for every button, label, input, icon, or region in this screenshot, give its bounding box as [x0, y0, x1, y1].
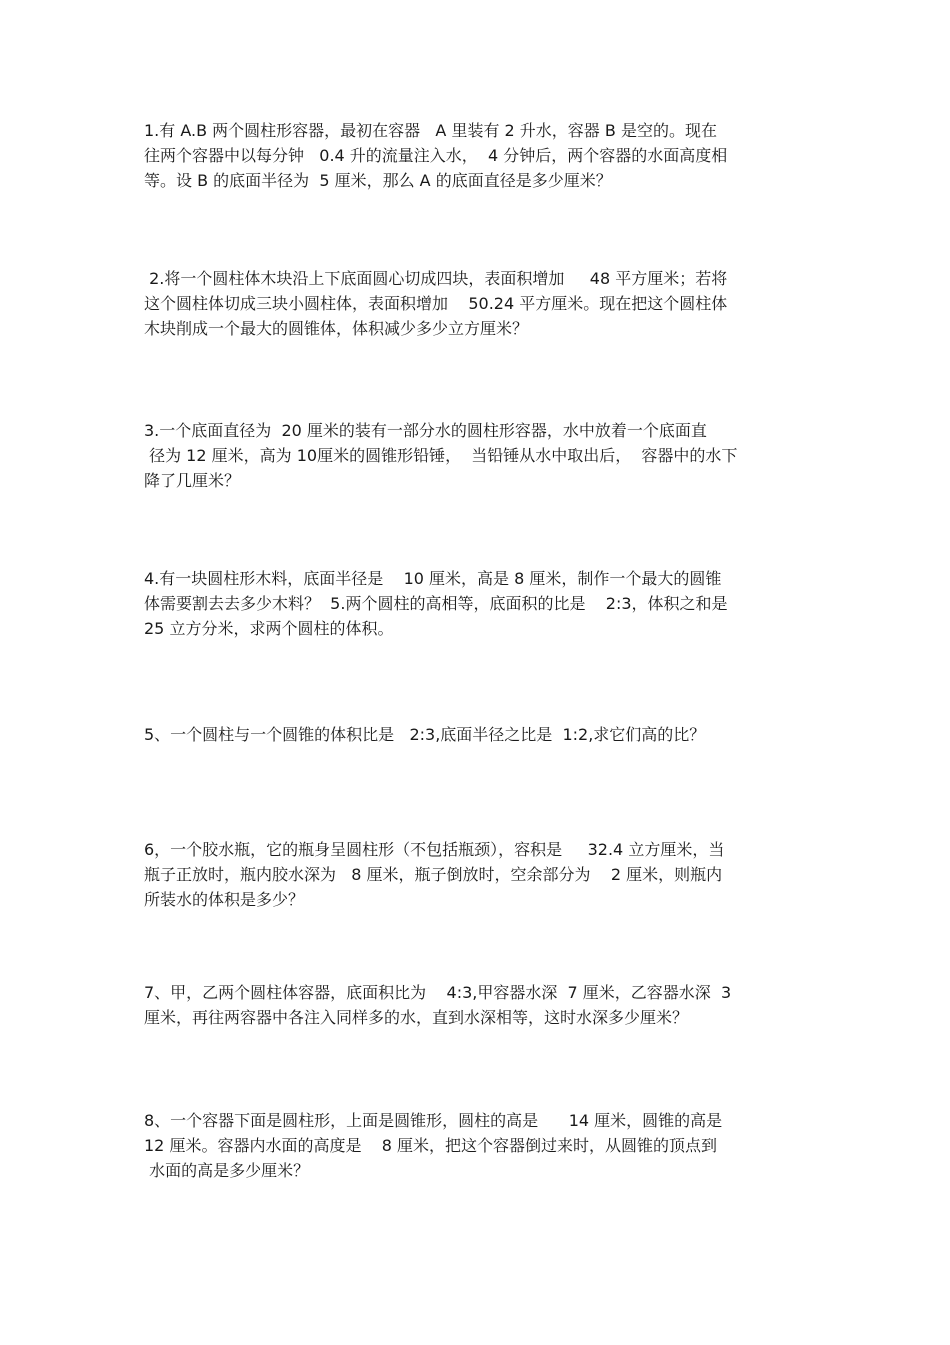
problem-text-line: 8、一个容器下面是圆柱形，上面是圆锥形，圆柱的高是 14 厘米，圆锥的高是: [144, 1111, 723, 1130]
problem-6: [144, 837, 809, 912]
problem-text-line: 25 立方分米，求两个圆柱的体积。: [144, 619, 394, 638]
problem-5: [144, 722, 809, 747]
problem-text-line: 木块削成一个最大的圆锥体，体积减少多少立方厘米？: [144, 319, 529, 338]
problem-text-line: 径为 12 厘米，高为 10厘米的圆锥形铅锤， 当铅锤从水中取出后， 容器中的水下: [144, 446, 738, 465]
problem-text-line: 瓶子正放时，瓶内胶水深为 8 厘米，瓶子倒放时，空余部分为 2 厘米，则瓶内: [144, 865, 723, 884]
problem-8: [144, 1108, 809, 1183]
problem-text-line: 厘米，再往两容器中各注入同样多的水，直到水深相等，这时水深多少厘米？: [144, 1008, 689, 1027]
problem-text-line: 1.有 A.B 两个圆柱形容器，最初在容器 A 里装有 2 升水，容器 B 是空的。现在: [144, 121, 717, 140]
problem-7: [144, 980, 809, 1030]
problem-4: [144, 566, 809, 641]
problem-text-line: 往两个容器中以每分钟 0.4 升的流量注入水， 4 分钟后，两个容器的水面高度相: [144, 146, 728, 165]
problem-text-line: 2.将一个圆柱体木块沿上下底面圆心切成四块，表面积增加 48 平方厘米；若将: [144, 269, 728, 288]
problem-text-line: 等。设 B 的底面半径为 5 厘米，那么 A 的底面直径是多少厘米？: [144, 171, 612, 190]
problem-text-line: 12 厘米。容器内水面的高度是 8 厘米，把这个容器倒过来时，从圆锥的顶点到: [144, 1136, 718, 1155]
problem-text-line: 6，一个胶水瓶，它的瓶身呈圆柱形（不包括瓶颈），容积是 32.4 立方厘米，当: [144, 840, 725, 859]
problem-text-line: 5、一个圆柱与一个圆锥的体积比是 2:3,底面半径之比是 1:2,求它们高的比？: [144, 725, 706, 744]
problem-text-line: 体需要割去去多少木料？ 5.两个圆柱的高相等，底面积的比是 2:3，体积之和是: [144, 594, 728, 613]
problem-text-line: 水面的高是多少厘米？: [144, 1161, 310, 1180]
problem-text-line: 这个圆柱体切成三块小圆柱体，表面积增加 50.24 平方厘米。现在把这个圆柱体: [144, 294, 728, 313]
problem-1: [144, 118, 809, 193]
problem-text-line: 所装水的体积是多少？: [144, 890, 305, 909]
problem-2: [144, 266, 809, 341]
problem-3: [144, 418, 809, 493]
problem-text-line: 降了几厘米？: [144, 471, 241, 490]
problem-text-line: 3.一个底面直径为 20 厘米的装有一部分水的圆柱形容器，水中放着一个底面直: [144, 421, 707, 440]
problem-text-line: 7、甲，乙两个圆柱体容器，底面积比为 4:3,甲容器水深 7 厘米，乙容器水深 3: [144, 983, 732, 1002]
problem-text-line: 4.有一块圆柱形木料，底面半径是 10 厘米，高是 8 厘米，制作一个最大的圆锥: [144, 569, 722, 588]
